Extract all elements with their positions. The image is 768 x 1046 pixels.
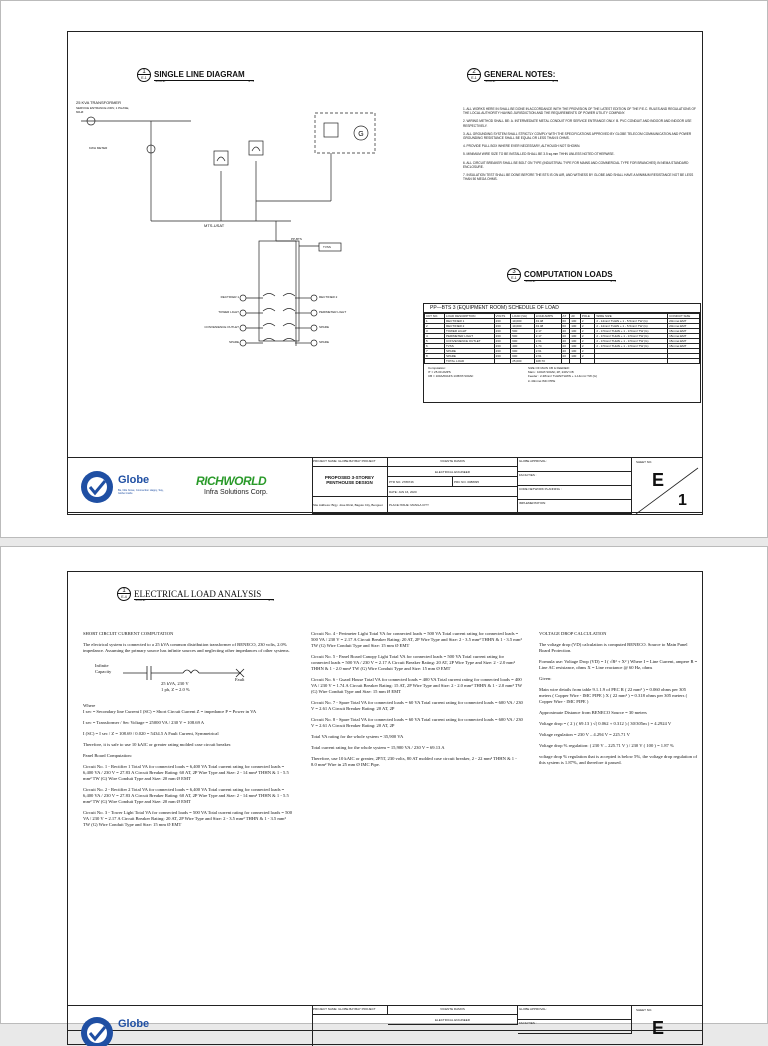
circuit-block: Circuit No. 6 - Guard House Total VA for connected loads = 400 VA Total current rating for connected loads = 400 VA / 230 V = 1.74 A Circuit Breaker Rating: 15 AT, 2P Wire Type and Size: 2 - 2.0 mm² THHN & 1 - 2.0 mm² TW (G) Wire Conduit Type and Size: 15 mm Ø EMT [311,677,522,694]
fault-label: Fault [235,677,245,682]
project-name-cell: PROJECT NAME: GLOBE BAYBAY PROJECT [312,1006,388,1015]
detail-title: SINGLE LINE DIAGRAM [154,70,254,81]
facilities-cell: FACILITIES : [518,472,632,486]
table-row: 8 SPARE 230 600 2.61 20 100 2 [425,354,700,359]
left-load-3: CONVENIENCE OUTLET [204,325,239,329]
globe-logo-icon [80,1016,114,1046]
project-name-cell: PROJECT NAME: GLOBE BAYBAY PROJECT [312,458,388,467]
table-row: 1 RECTIFIER 1 230 10,000 43.48 60 100 2 2 - 14mm² THHN + 1 - 5.5mm² TW (G) 20mm⌀ EMT [425,319,700,324]
title-block-1 [67,457,703,515]
total-current: Total current rating for the whole system = 15,900 VA / 230 V = 69.13 A [311,745,445,750]
globe-logo-text: Globe [118,1018,150,1030]
paragraph: Panel Board Computation: [83,753,132,758]
sheet-no-label: SHEET NO. [636,460,653,464]
paragraph: I sec = Secondary line Current I (SC) = Short Circuit Current Z = impedance P = Power in VA [83,709,257,714]
globe-logo-text: Globe [118,474,150,486]
note-7: 7. INSULATION TEST SHALL BE DONE BEFORE THE BTS IS ON AIR, AND WITNESS BY GLOBE AND SHALL HAVE A MINIMUM RESISTANCE NOT BE LESS THAN 50 MEGA OHMS. [463,173,694,182]
kwh-label: KWH METER [89,146,108,150]
section-heading: VOLTAGE DROP CALCULATION [539,631,607,636]
drawing-sheet-2 [0,546,768,1038]
table-row: 5 CONVENIENCE OUTLET 230 600 2.61 20 100 2 2 - 3.5mm² THHN + 1 - 3.5mm² TW (G) 15mm⌀ EMT [425,339,700,344]
circuit-block: Circuit No. 1 - Rectifier 1 Total VA for connected loads = 6,400 VA Total current rating for connected loads = 6,400 VA / 230 V = 27.83 A Circuit Breaker Rating: 60 AT, 2P Wire Type and Size: 2 - 14 mm² THHN & 1 - 5.5 mm² TW (G) Wire Conduit Type and Size: 20 mm Ø EMT [83,764,289,781]
paragraph: Therefore, it is safe to use 10 kAIC or greater rating molded case circuit breaker. [83,742,232,747]
detail-title: COMPUTATION LOADS [524,270,616,281]
total-va: Total VA rating for the whole system = 35,900 VA [311,734,404,739]
schedule-table [424,313,700,364]
table-row: 6 TVSS 230 400 1.74 20 100 2 2 - 3.5mm² THHN + 1 - 3.5mm² TW (G) 15mm⌀ EMT [425,344,700,349]
table-row: 3 TOWER LIGHT 230 500 2.17 20 100 2 2 - 3.5mm² THHN + 1 - 3.5mm² TW (G) 15mm⌀ EMT [425,329,700,334]
circuit-block: Circuit No. 2 - Rectifier 2 Total VA for connected loads = 6,400 VA Total current rating for connected loads = 6,400 VA / 230 V = 27.83 A Circuit Breaker Rating: 60 AT, 2P Wire Type and Size: 2 - 14 mm² THHN & 1 - 5.5 mm² TW (G) Wire Conduit Type and Size: 20 mm Ø EMT [83,787,289,804]
detail-bubble: 3 E-1 [507,268,521,282]
engineer-title-cell: ELECTRICAL ENGINEER [388,1015,518,1025]
paragraph: Where [83,703,96,708]
table-row: 2 RECTIFIER 2 230 10,000 43.48 60 100 2 2 - 14mm² THHN + 1 - 5.5mm² TW (G) 20mm⌀ EMT [425,324,700,329]
formula: I sec = Transformer / Sec Voltage = 25000 VA / 230 V = 108.69 A [83,720,205,725]
tvss-label: TVSS [323,245,331,249]
prc-cell: PRC NO. 0088095 [453,477,518,487]
globe-tagline: Be, little brave, Connection Happy, Say, Globe Inside [118,489,164,495]
detail-bubble: 1 E-1 [137,68,151,82]
engineer-title-cell: ELECTRICAL ENGINEER [388,467,518,477]
title-block-2 [67,1005,703,1045]
right-load-2: PERIMETER LIGHT [319,310,347,314]
load-analysis-title: 1 E-4 ELECTRICAL LOAD ANALYSIS SCALE: NTS [117,587,274,601]
detail-title: GENERAL NOTES: [484,70,558,81]
detail-bubble: 2 E-1 [467,68,481,82]
sheet-letter: E [652,1018,665,1038]
logo-area [68,1006,313,1046]
site-address-cell: Site Address: Brgy. Jose Rizal, Baguio City, Benguet [312,497,388,514]
regulation-percent: Voltage drop % regulation: ( 230 V – 225.71 V ) / 230 V ( 100 ) = 1.87 % [539,743,674,748]
detail-bubble: 1 E-4 [117,587,131,601]
note-5: 5. MINIMUM WIRE SIZE TO BE INSTALLED SHALL BE 3.5 sq.mm THHN UNLESS NOTED OTHERWISE. [463,152,615,157]
total-row: TOTAL LOAD 25,000 108.70 [425,359,700,364]
sheet-letter: E [652,470,665,490]
globe-approval-cell: GLOBE APPROVAL: [518,458,632,472]
paragraph: The voltage drop (VD) calculation is computed BENECO. Source to Main Panel Board Protection. [539,642,688,653]
sheet-no-label: SHEET NO. [636,1008,653,1012]
right-load-4: SPARE [319,340,329,344]
voltage-drop-result: Voltage drop = ( 2 ) ( 69.13 ) √( 0.062 + 0.312 ) ( 30/305m ) = 4.2924 V [539,721,672,726]
short-circuit-column [83,631,293,833]
globe-logo-icon [80,470,114,504]
table-row: 4 PERIMETER LIGHT 230 500 2.17 20 100 2 2 - 3.5mm² THHN + 1 - 3.5mm² TW (G) 15mm⌀ EMT [425,334,700,339]
circuit-block: Circuit No. 3 - Tower Light Total VA for connected loads = 500 VA Total current rating for connected loads = 500 VA / 230 V = 2.17 A Circuit Breaker Rating: 20 AT, 2P Wire Type and Size: 2 - 3.5 mm² THHN & 1 - 3.5 mm² TW (G) Wire Conduit Type and Size: 15 mm Ø EMT [83,810,293,827]
left-load-1: RECTIFIER 1 [220,295,239,299]
table-row: 7 SPARE 230 600 2.61 20 100 2 [425,349,700,354]
conclusion: Therefore, use 10 kAIC or greater, 2P5T, 230 volts, 80 AT molded case circuit breaker, 2 - 22 mm² THHN & 1 - 8.0 mm² Wire in 25 mm Ø IMC Pipe. [311,756,517,767]
mts-label: MTS-USAT [204,223,225,228]
core-network-cell: CORE NETWORK PLANNING : [518,486,632,500]
right-load-3: SPARE [319,325,329,329]
voltage-regulation-result: Voltage regulation = 230 V – 4.294 V = 225.71 V [539,732,630,737]
computation-notes: Computation: IT = 25.00 AMPS CB = 100A/60AFS 1CB/6T/100AF [428,366,474,379]
note-3: 3. ALL GROUNDING SYSTEM SHALL STRICTLY COMPLY WITH THE SPECIFICATIONS APPROVED BY GLOBE TELECOM COMMUNICATION AND POWER GROUNDING RESISTANCE SHALL BE EQUAL OR LESS THAN 5 OHMS. [463,131,692,141]
ppbts-label: PP-BTS [291,237,302,241]
date-cell: DATE: JAN 16, 2020 [388,487,518,497]
paragraph: Main wire details from table 9.1.1.9 of PEC R ( 22 mm² ) = 0.060 ohms per 305 meters ( Copper Wire - IMC PIPE ) X ( 22 mm² ) = 0.318 ohms per 305 meters ( Copper Wire - IMC PIPE ) [539,687,688,704]
schedule-header-row: CKT NO. LOAD DESCRIPTION VOLTS LOAD (VA) LOAD AMPS AT AF POLE WIRE SIZE CONDUIT SIZE [425,314,700,319]
ptr-cell: PTR NO. 2789746 [388,477,453,487]
place-issue-cell: PLACE ISSUE: MANILA CITY [388,497,518,514]
circuits-column [311,631,523,773]
load-schedule [423,303,701,403]
general-notes-list [463,107,699,185]
service-entrance-label: SERVICE ENTRANCE 230V, 1 PHASE, 60HZ [76,106,130,114]
implementation-cell: IMPLEMENTATION: [518,500,632,514]
circuit-block: Circuit No. 4 - Perimeter Light Total VA for connected loads = 500 VA Total current rating for connected loads = 500 VA / 230 V = 2.17 A Circuit Breaker Rating: 20 AT, 2P Wire Type and Size: 2 - 3.5 mm² THHN & 1 - 3.5 mm² TW (G) Wire Conduit Type and Size: 15 mm Ø EMT [311,631,522,648]
section-heading: SHORT CIRCUIT CURRENT COMPUTATION [83,631,174,636]
left-load-2: TOWER LIGHT [218,310,239,314]
transformer-rating: 25 kVA, 230 V [161,681,189,686]
genset-label: G [358,131,364,138]
transformer-label: 25 KVA TRANSFORMER [76,100,121,105]
left-load-4: SPARE [229,340,239,344]
note-2: 2. WIRING METHOD SHALL BE: A. INTERMEDIATE METAL CONDUIT FOR SERVICE ENTRANCE ONLY. B. PVC CONDUIT AND INDOOR AND INDOOR USE RESPECTIVELY. [463,119,692,128]
paragraph: Approximate Distance from BENECO Source = 30 meters [539,710,647,715]
single-line-title: 1 E-1 SINGLE LINE DIAGRAM SCALE: NTS [137,68,254,82]
general-notes-title: 2 E-1 GENERAL NOTES: SCALE: NTS [467,68,558,82]
voltage-drop-column [539,631,699,771]
schedule-title: PP—BTS 3 (EQUIPMENT ROOM) SCHEDULE OF LOAD [424,304,700,313]
formula: I (SC) = I sec / Z = 108.69 / 0.020 = 5434.5 A Fault Current, Symmetrical [83,731,219,736]
proposed-design-cell: PROPOSED 3-STOREY PENTHOUSE DESIGN [312,467,388,497]
engineer-cell: VICENTE RAMOS [388,458,518,467]
note-6: 6. ALL CIRCUIT BREAKER SHALL BE BOLT ON TYPE (INDUSTRIAL TYPE FOR MAINS AND COMMERCIAL TYPE FOR BRANCHES) IN NEMA STANDARD ENCLOSURE. [463,160,689,169]
fault-diagram [83,659,293,703]
schedule-notes [424,364,700,402]
sheet-number-area [632,458,702,514]
richworld-logo: RICHWORLD [196,474,267,488]
single-line-diagram [71,91,381,391]
formula: Formula use: Voltage Drop (VD) = I ( √R² + X² ) Where I = Line Current, ampere R = Line AC resistance, ohms X = Line reactance @ 60 Hz, ohms [539,659,698,670]
conclusion: voltage drop % regulation that is accepted is below 5%, the voltage drop regulation of this system is 1.87%, and therefore it passed. [539,754,698,765]
logo-area [68,458,313,514]
note-4: 4. PROVIDE PULL BOX WHERE EVER NECESSARY, ALTHOUGH NOT SHOWN. [463,144,581,149]
paragraph: The electrical system is connected to a 25 kVA common distribution transformer of BENECO, 230 volts, 2.0% impedance. Assuming the primary source has infinite sources and neglecting other impedances of other systems. [83,642,290,653]
facilities-cell: FACILITIES : [518,1020,632,1034]
circuit-block: Circuit No. 8 - Spare Total VA for connected loads = 60 VA Total current rating for connected loads = 600 VA / 230 V = 2.61 A Circuit Breaker Rating: 20 AT, 2P [311,717,523,728]
circuit-block: Circuit No. 7 - Spare Total VA for connected loads = 60 VA Total current rating for connected loads = 600 VA / 230 V = 2.61 A Circuit Breaker Rating: 20 AT, 2P [311,700,523,711]
detail-title: ELECTRICAL LOAD ANALYSIS [134,589,274,600]
paragraph: Given: [539,676,552,681]
note-1: 1. ALL WORKS HERE IN SHALL BE DONE IN ACCORDANCE WITH THE PROVISION OF THE LATEST EDITION OF THE P.E.C. RULES AND REGULATIONS OF THE LOCAL AUTHORITY HAVING JURISDICTION AND THE REQUIREMENTS OF POWER UTILITY COMPANY. [463,107,696,116]
sheet-number: 1 [678,492,687,509]
computation-loads-title: 3 E-1 COMPUTATION LOADS SCALE: NTS [507,268,616,282]
richworld-sub: Infra Solutions Corp. [204,489,268,496]
main-feeder-notes: SIZE OF MAIN CB & FEEDER: Main : 100AT/100AF, 2P, 240V CB Feeder : 2-38mm² THHN/THWN + 1-14mm² TW (G) in 40mm⌀ IMC PIPE [528,366,597,383]
right-load-1: RECTIFIER 2 [319,295,338,299]
engineer-cell: VICENTE RAMOS [388,1006,518,1015]
sheet-divider [632,458,702,514]
transformer-impedance: 1 ph, Z = 2.0 % [161,687,190,692]
infinite-capacity-label: Infinite Capacity [95,663,112,674]
circuit-block: Circuit No. 5 - Panel Board Canopy Light Total VA for connected loads = 500 VA Total current rating for connected loads = 500 VA / 230 V = 2.17 A Circuit Breaker Rating: 20 AT, 2P Wire Type and Size: 2 - 2.0 mm² THHN & 1 - 2.0 mm² TW (G) Wire Conduit Type and Size: 15 mm Ø EMT [311,654,515,671]
globe-approval-cell: GLOBE APPROVAL: [518,1006,632,1020]
fault-line-diagram [123,663,253,683]
